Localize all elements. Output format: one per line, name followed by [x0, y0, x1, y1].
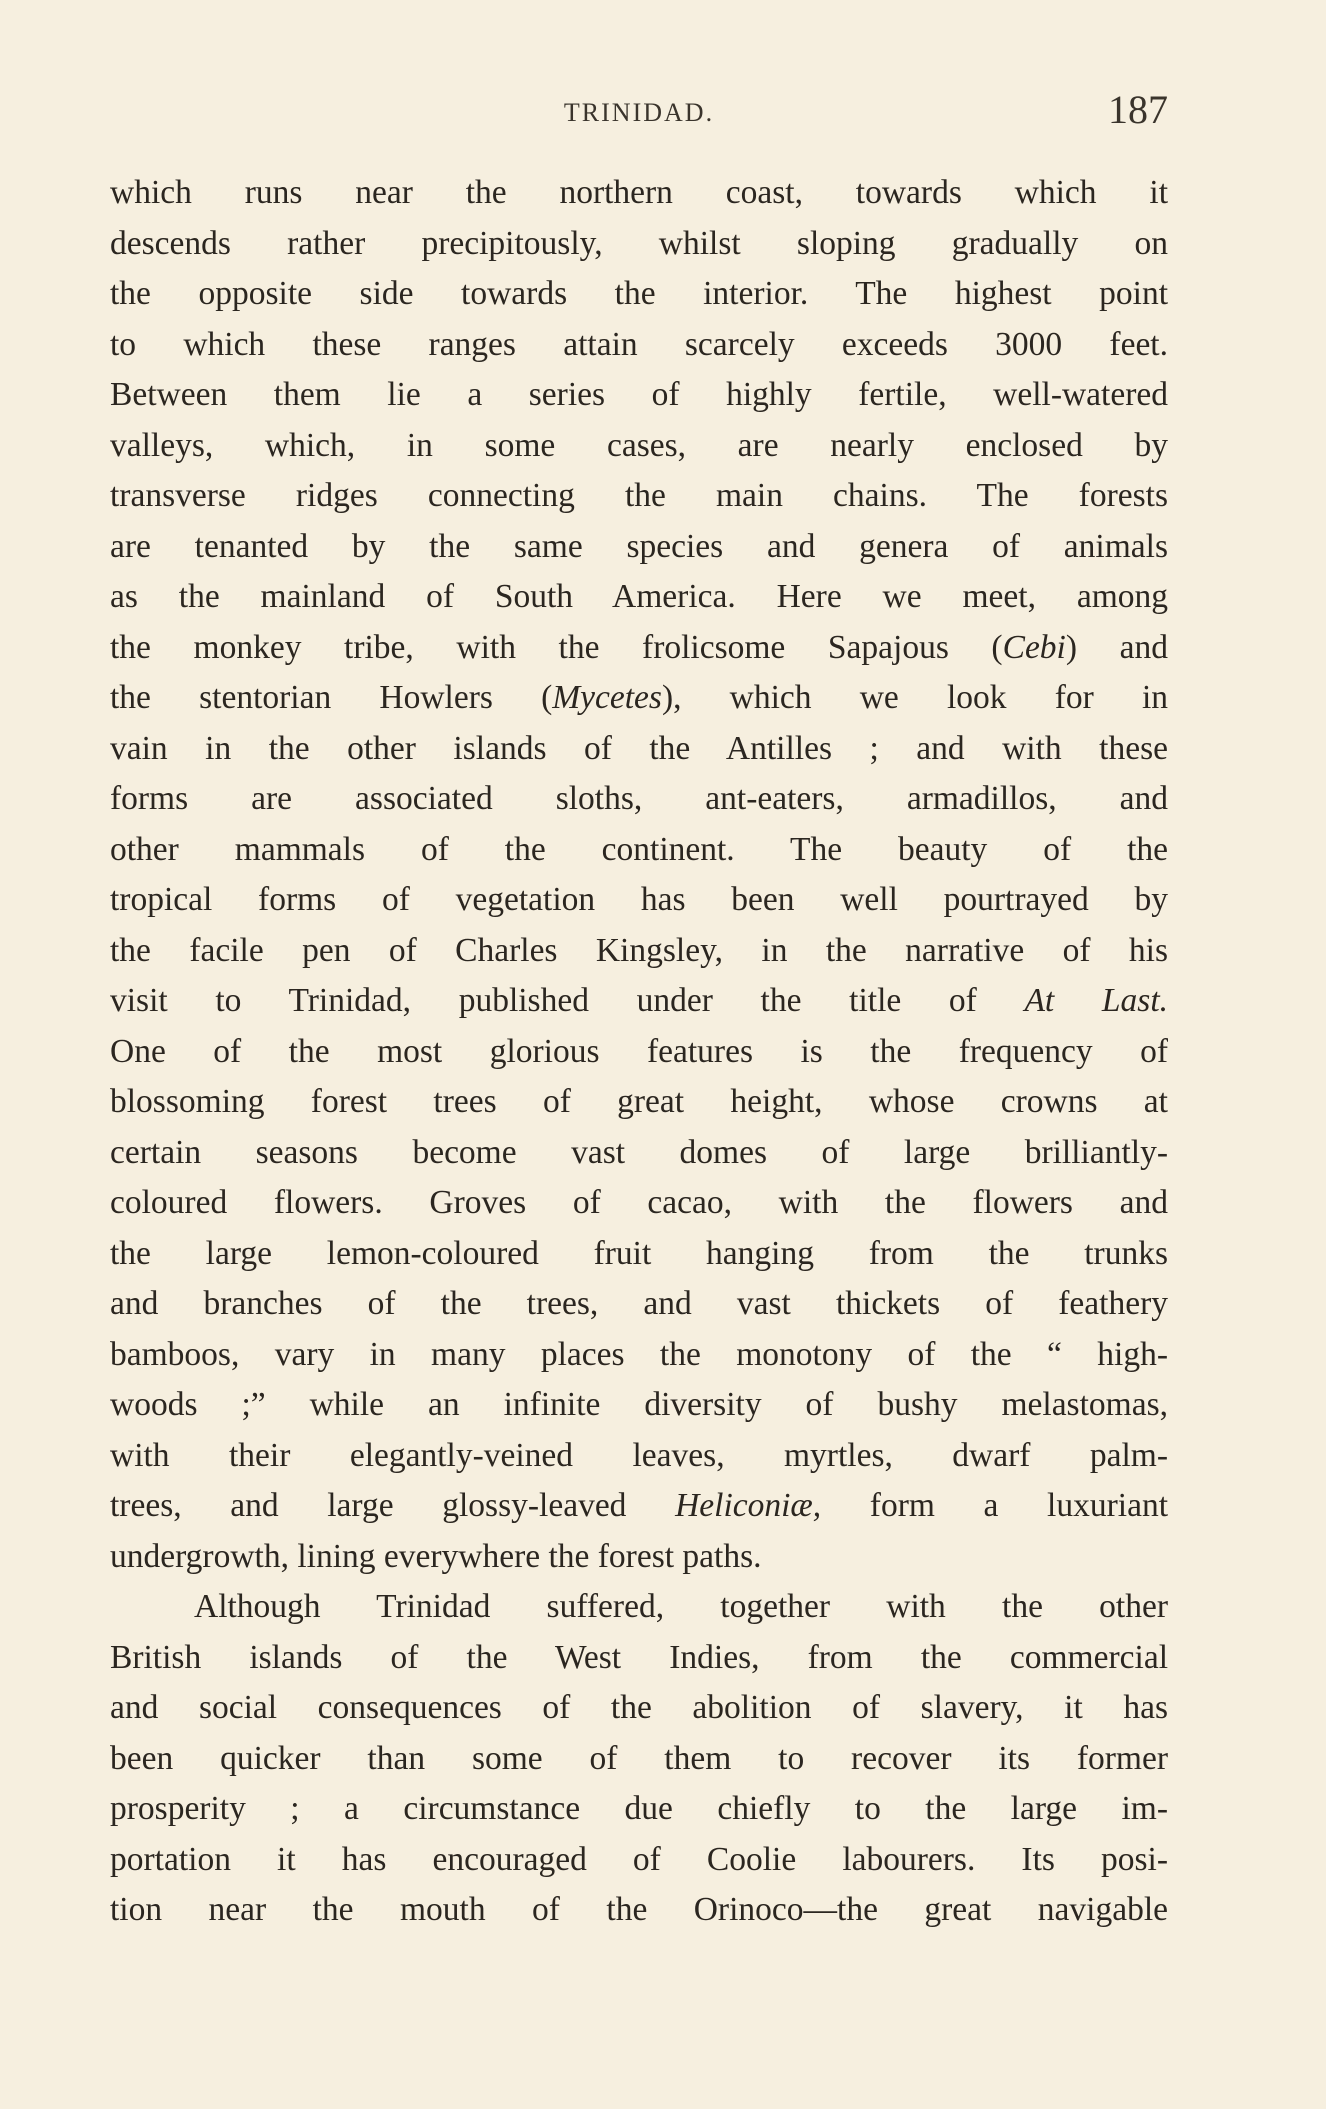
- text-line: Between them lie a series of highly fertile, well-watered: [110, 376, 1168, 413]
- text-line: the large lemon-coloured fruit hanging from the trunks: [110, 1234, 1168, 1272]
- text-line: One of the most glorious features is the frequency of: [110, 1032, 1168, 1070]
- text-line: tion near the mouth of the Orinoco—the great navigable: [110, 1891, 1168, 1928]
- text-line: British islands of the West Indies, from the commercial: [110, 1638, 1168, 1676]
- text-segment: trees, and large glossy-leaved: [110, 1487, 676, 1524]
- text-line: certain seasons become vast domes of large brilliantly-: [110, 1133, 1168, 1171]
- text-line: the opposite side towards the interior. The highest point: [110, 275, 1168, 312]
- text-line: descends rather precipitously, whilst sloping gradually on: [110, 224, 1168, 262]
- text-segment: visit to Trinidad, published under the title of: [110, 982, 1025, 1019]
- text-line: transverse ridges connecting the main chains. The forests: [110, 477, 1168, 514]
- text-line: valleys, which, in some cases, are nearly enclosed by: [110, 426, 1168, 464]
- text-line: tropical forms of vegetation has been well pourtrayed by: [110, 881, 1168, 918]
- italic-term: Cebi: [1002, 628, 1066, 666]
- text-segment: the monkey tribe, with the frolicsome Sapajous (: [110, 628, 1003, 666]
- text-line: Although Trinidad suffered, together with the other: [194, 1588, 1168, 1625]
- text-line: undergrowth, lining everywhere the forest paths.: [110, 1537, 762, 1575]
- text-segment: ), which we look for in: [661, 679, 1168, 716]
- text-line: been quicker than some of them to recover its former: [110, 1739, 1168, 1777]
- italic-term: Heliconiæ,: [675, 1487, 822, 1524]
- text-line: which runs near the northern coast, towards which it: [110, 174, 1168, 211]
- text-line: are tenanted by the same species and genera of animals: [110, 527, 1168, 565]
- text-segment: form a luxuriant: [821, 1487, 1168, 1524]
- text-segment: ) and: [1065, 628, 1168, 666]
- text-line: forms are associated sloths, ant-eaters, armadillos, and: [110, 780, 1168, 817]
- italic-term: Mycetes: [552, 679, 662, 716]
- text-segment: the stentorian Howlers (: [110, 679, 553, 716]
- text-line: with their elegantly-veined leaves, myrtles, dwarf palm-: [110, 1436, 1168, 1474]
- text-line: prosperity ; a circumstance due chiefly to the large im-: [110, 1790, 1168, 1827]
- text-line: vain in the other islands of the Antilles ; and with these: [110, 729, 1168, 767]
- text-line: woods ;” while an infinite diversity of bushy melastomas,: [110, 1386, 1168, 1423]
- text-line: as the mainland of South America. Here we meet, among: [110, 578, 1168, 615]
- text-line: [110, 623, 1168, 674]
- text-line: and social consequences of the abolition of slavery, it has: [110, 1689, 1168, 1726]
- running-title: TRINIDAD.: [563, 98, 715, 127]
- text-line: [110, 976, 1168, 1027]
- text-line: the facile pen of Charles Kingsley, in the narrative of his: [110, 931, 1168, 969]
- text-line: bamboos, vary in many places the monotony of the “ high-: [110, 1335, 1168, 1373]
- text-line: portation it has encouraged of Coolie labourers. Its posi-: [110, 1840, 1168, 1878]
- text-line: coloured flowers. Groves of cacao, with the flowers and: [110, 1184, 1168, 1221]
- text-line: blossoming forest trees of great height, whose crowns at: [110, 1083, 1168, 1120]
- text-line: and branches of the trees, and vast thickets of feathery: [110, 1285, 1168, 1322]
- body-text: [110, 168, 1168, 1936]
- italic-term: At Last.: [1024, 982, 1168, 1019]
- text-line: [110, 673, 1168, 724]
- running-head: [110, 82, 1168, 142]
- text-line: other mammals of the continent. The beauty of the: [110, 830, 1168, 868]
- text-line: [110, 1481, 1168, 1532]
- text-line: to which these ranges attain scarcely exceeds 3000 feet.: [110, 325, 1168, 363]
- page-number: 187: [1108, 87, 1168, 132]
